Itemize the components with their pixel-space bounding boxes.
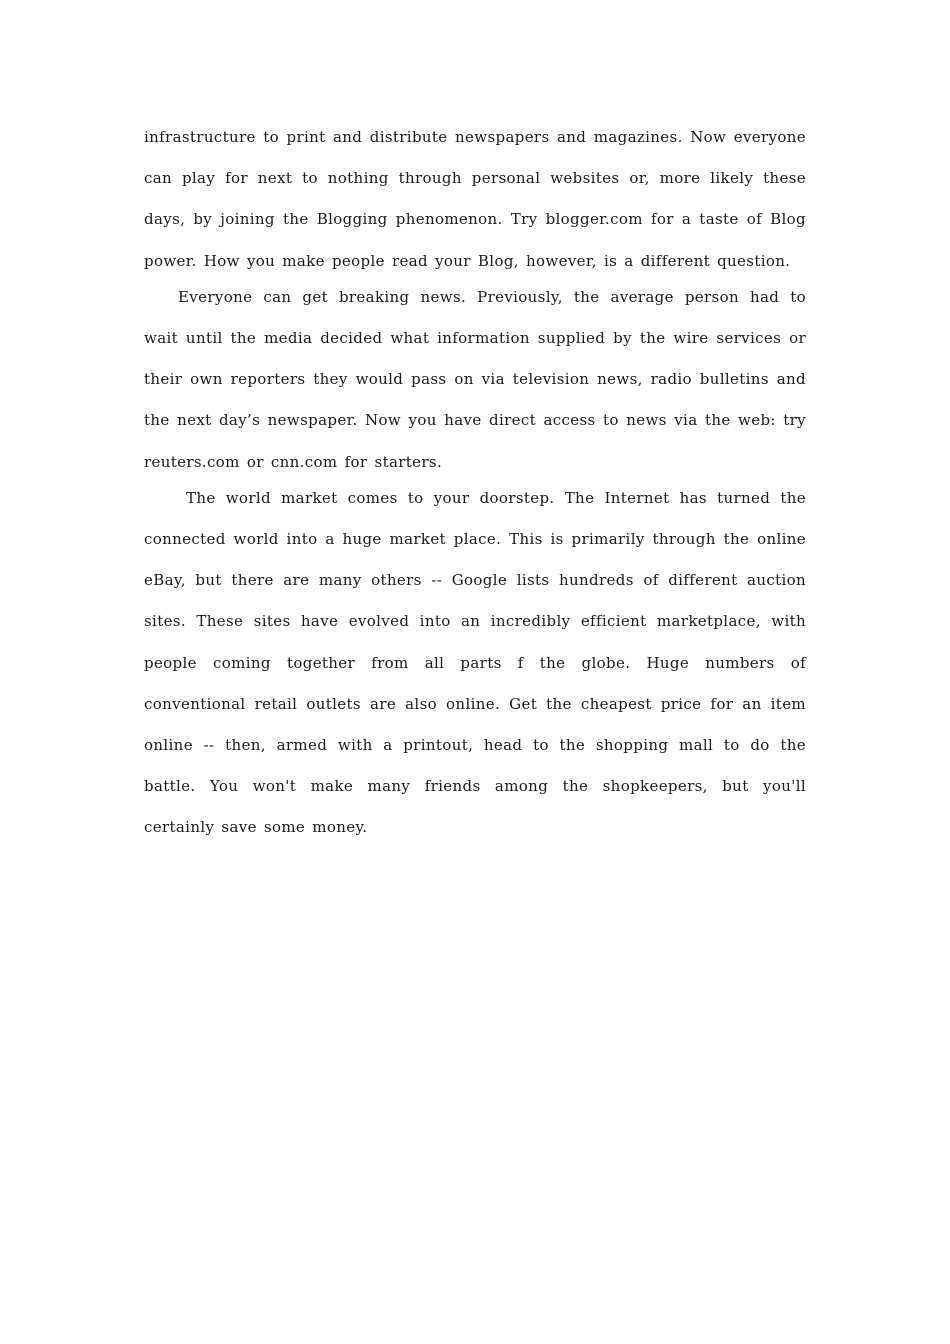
paragraph-2: Everyone can get breaking news. Previously, the average person had to wait until the media decided what information supplied by the wire services or their own reporters they would pass on via television news, radio bulletins and the next day’s newspaper. Now you have direct access to news via the web: try reuters.com or cnn.com for starters.: [144, 287, 806, 471]
paragraph-1: infrastructure to print and distribute newspapers and magazines. Now everyone can play for next to nothing through personal websites or, more likely these days, by joining the Blogging phenomenon. Try blogger.com for a taste of Blog power. How you make people read your Blog, however, is a different question.: [144, 128, 806, 270]
paragraph-3: The world market comes to your doorstep. The Internet has turned the connected world into a huge market place. This is primarily through the online eBay, but there are many others -- Google lists hundreds of different auction sites. These sites have evolved into an incredibly efficient marketplace, with people coming together from all parts f the globe. Huge numbers of conventional retail outlets are also online. Get the cheapest price for an item online -- then, armed with a printout, head to the shopping mall to do the battle. You won't make many friends among the shopkeepers, but you'll certainly save some money.: [144, 488, 806, 837]
body-text: [144, 117, 806, 849]
